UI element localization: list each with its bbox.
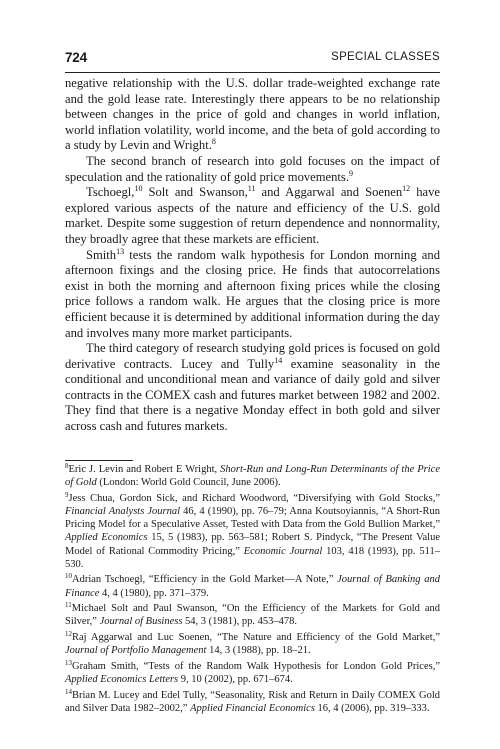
footnote-ref-10[interactable]: 10: [134, 184, 143, 194]
footnote-number: 10: [65, 572, 72, 581]
footnote-title: Applied Financial Economics: [190, 702, 315, 714]
footnote-text: 15, 5 (1983), pp. 563–581; Robert S. Pindyck, “The Present Value Model of Rational Commodity Pricing,”: [65, 532, 441, 557]
footnote-title: Journal of Banking and Finance: [65, 574, 440, 599]
footnote-number: 9: [65, 490, 69, 499]
footnote-text: Michael Solt and Paul Swanson, “On the Efficiency of the Markets for Gold and Silver,”: [65, 603, 440, 628]
paragraph-text: negative relationship with the U.S. dollar trade-weighted exchange rate and the gold lease rate. Interestingly there appears to be no relationship between changes in the price of gold and changes in world inflation, world inflation volatility, world income, and the beta of gold according to a study by Levin and Wright.: [65, 76, 440, 153]
footnote-title: Journal of Portfolio Management: [65, 645, 207, 657]
footnote-title: Applied Economics: [65, 532, 148, 544]
footnote-text: 16, 4 (2006), pp. 319–333.: [314, 702, 430, 714]
footnote-8: [65, 463, 440, 489]
running-head: SPECIAL CLASSES: [331, 51, 440, 63]
header-rule: [65, 72, 440, 73]
footnote-number: 8: [65, 462, 69, 470]
footnote-9: [65, 492, 440, 571]
page-number: 724: [65, 50, 87, 65]
footnote-text: 46, 4 (1990), pp. 76–79; Anna Koutsoyiannis, “A Short-Run Pricing Model for a Speculative Asset, Tested with Data from the Gold Bullion Market,”: [65, 506, 440, 531]
footnote-text: 103, 418 (1993), pp. 511–530.: [65, 545, 440, 570]
paragraph-text: Solt and Swanson,: [142, 185, 248, 200]
footnote-title: Journal of Business: [99, 616, 183, 628]
footnote-ref-13[interactable]: 13: [116, 246, 125, 256]
footnote-text: Brian M. Lucey and Edel Tully, “Seasonality, Risk and Return in Daily COMEX Gold and Silver Data 1982–2002,”: [65, 689, 440, 714]
footnote-text: Eric J. Levin and Robert E Wright,: [68, 464, 221, 475]
footnote-title: Short-Run and Long-Run Determinants of the Price of Gold: [65, 464, 440, 489]
footnote-text: Jess Chua, Gordon Sick, and Richard Woodword, “Diversifying with Gold Stocks,”: [68, 492, 440, 504]
footnote-text: 54, 3 (1981), pp. 453–478.: [182, 616, 298, 628]
paragraph-text: have explored various aspects of the nature and efficiency of the U.S. gold market. Despite some suggestion of return dependence and nonnormality, they broadly agree that these markets are efficient.: [65, 185, 440, 246]
footnote-number: 11: [65, 601, 72, 610]
footnotes: [65, 463, 440, 717]
footnote-text: Graham Smith, “Tests of the Random Walk Hypothesis for London Gold Prices,”: [72, 660, 440, 672]
paragraph-text: The third category of research studying gold prices is focused on gold derivative contracts. Lucey and Tully: [65, 341, 440, 371]
footnote-text: Raj Aggarwal and Luc Soenen, “The Nature and Efficiency of the Gold Market,”: [72, 632, 440, 643]
paragraph-text: The second branch of research into gold focuses on the impact of speculation and the rationality of gold price movements.: [65, 153, 440, 184]
body-text: [65, 76, 440, 435]
footnote-text: 14, 3 (1988), pp. 18–21.: [206, 645, 311, 657]
footnote-text: Adrian Tschoegl, “Efficiency in the Gold Market—A Note,”: [72, 574, 338, 586]
paragraph-4: [65, 248, 440, 342]
paragraph-text: and Aggarwal and Soenen: [255, 185, 403, 200]
footnote-14: [65, 689, 440, 715]
footnote-13: [65, 660, 440, 686]
footnote-ref-14[interactable]: 14: [274, 355, 283, 365]
footnote-number: 12: [65, 630, 72, 638]
footnote-number: 13: [65, 658, 72, 667]
footnote-ref-8[interactable]: 8: [211, 137, 216, 147]
footnote-10: [65, 573, 440, 599]
footnote-ref-9[interactable]: 9: [348, 168, 353, 178]
footnote-text: (London: World Gold Council, June 2006).: [96, 477, 281, 489]
footnote-title: Financial Analysts Journal: [65, 506, 181, 517]
footnote-11: [65, 602, 440, 628]
footnote-12: [65, 631, 440, 657]
footnote-rule: [65, 460, 133, 461]
footnote-text: 4, 4 (1980), pp. 371–379.: [99, 587, 209, 599]
footnote-ref-12[interactable]: 12: [402, 184, 411, 194]
footnote-title: Economic Journal: [243, 545, 323, 557]
footnote-ref-11[interactable]: 11: [247, 184, 256, 194]
footnote-title: Applied Economics Letters: [65, 674, 179, 685]
paragraph-text: Smith: [86, 247, 117, 262]
page-header: [65, 50, 440, 68]
paragraph-text: examine seasonality in the conditional and unconditional mean and variance of daily gold and silver contracts in the COMEX cash and futures market between 1982 and 2002. They find that there is a negative Monday effect in both gold and silver across cash and futures markets.: [65, 356, 440, 434]
paragraph-5: [65, 341, 440, 435]
paragraph-text: tests the random walk hypothesis for London morning and afternoon fixings and the closing price. He finds that autocorrelations exist in both the morning and afternoon fixing prices while the closing price follows a random walk. He argues that the closing price is more efficient because it is determined by additional information during the day and involves many more market participants.: [65, 247, 440, 340]
footnote-number: 14: [65, 687, 72, 696]
footnote-text: 9, 10 (2002), pp. 671–674.: [178, 674, 293, 685]
paragraph-2: [65, 154, 440, 185]
paragraph-3: [65, 185, 440, 247]
paragraph-text: Tschoegl,: [86, 185, 135, 200]
paragraph-1: [65, 76, 440, 154]
